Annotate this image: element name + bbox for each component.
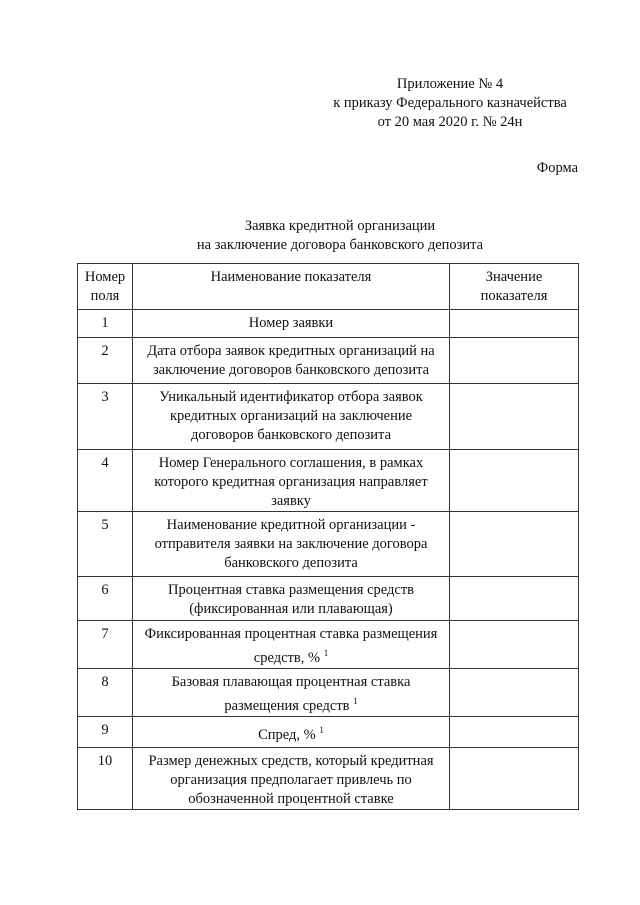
indicator-text: Базовая плавающая процентная ставка [171,673,411,690]
indicator-value-cell[interactable] [450,450,579,512]
header-text: Наименование показателя [210,269,372,285]
indicator-text: размещения средств [224,697,350,714]
indicator-text: Наименование кредитной организации - [166,517,416,533]
table-row [78,621,579,669]
document-title [0,217,640,255]
indicator-text: кредитных организаций на заключение [169,408,413,424]
application-table [77,263,579,810]
indicator-text: Размер денежных средств, который кредитная [148,752,434,769]
indicator-text: обозначенной процентной ставке [188,790,394,807]
table-row [78,577,579,621]
indicator-value-cell[interactable] [450,668,579,716]
indicator-line [137,473,445,492]
indicator-text: организация предполагает привлечь по [170,771,412,788]
indicator-line [137,581,445,600]
indicator-text: Номер заявки [248,315,334,331]
form-label: Форма [536,160,578,176]
indicator-line [137,361,445,380]
indicator-line [137,388,445,407]
indicator-line [137,516,445,535]
indicator-name [133,716,450,747]
indicator-value-cell[interactable] [450,716,579,747]
indicator-text: средств, % [253,649,321,666]
indicator-line [137,492,445,511]
title-line: на заключение договора банковского депозита [196,237,484,253]
field-number: 4 [78,450,133,512]
indicator-name [133,668,450,716]
field-number: 7 [78,621,133,669]
indicator-text: заключение договоров банковского депозита [152,362,430,378]
appendix-order: к приказу Федерального казначейства [333,95,567,111]
indicator-name [133,338,450,384]
table-row [78,668,579,716]
header-text: Номер [84,269,126,285]
header-text: показателя [480,288,548,304]
indicator-text: Спред, % [258,726,316,743]
indicator-text: банковского депозита [224,555,358,571]
table-row [78,747,579,809]
field-number: 3 [78,384,133,450]
indicator-line [137,407,445,426]
col-header-number [78,264,133,310]
indicator-line [137,771,445,790]
col-header-value [450,264,579,310]
indicator-line [137,535,445,554]
field-number: 8 [78,668,133,716]
indicator-value-cell[interactable] [450,338,579,384]
indicator-line [137,721,445,745]
table-row [78,384,579,450]
indicator-value-cell[interactable] [450,512,579,577]
appendix-date: от 20 мая 2020 г. № 24н [377,114,523,130]
field-number: 6 [78,577,133,621]
field-number: 9 [78,716,133,747]
table-row [78,338,579,384]
indicator-text: заявку [271,493,311,509]
table-row [78,512,579,577]
footnote-mark: 1 [323,648,329,658]
indicator-value-cell[interactable] [450,621,579,669]
indicator-line [137,342,445,361]
indicator-value-cell[interactable] [450,310,579,338]
indicator-text: которого кредитная организация направляет [154,474,428,490]
header-text: поля [90,288,120,304]
indicator-name [133,621,450,669]
col-header-name [133,264,450,310]
indicator-name [133,747,450,809]
indicator-text: Уникальный идентификатор отбора заявок [159,389,423,405]
indicator-line [137,426,445,445]
indicator-text: Фиксированная процентная ставка размещения [144,626,438,642]
indicator-text: Номер Генерального соглашения, в рамках [158,455,424,471]
indicator-value-cell[interactable] [450,577,579,621]
field-number: 10 [78,747,133,809]
indicator-name [133,450,450,512]
indicator-text: (фиксированная или плавающая) [189,601,393,617]
footnote-mark: 1 [319,724,324,735]
indicator-line [137,644,445,668]
table-row [78,450,579,512]
table-row [78,310,579,338]
indicator-line [137,752,445,771]
indicator-text: Дата отбора заявок кредитных организаций на [147,343,435,359]
indicator-name [133,577,450,621]
indicator-text: отправителя заявки на заключение договора [154,536,428,552]
indicator-text: Процентная ставка размещения средств [167,582,415,598]
indicator-name [133,310,450,338]
indicator-value-cell[interactable] [450,747,579,809]
indicator-line [137,790,445,809]
indicator-line [137,454,445,473]
header-text: Значение [485,269,543,285]
table-header-row [78,264,579,310]
appendix-number: Приложение № 4 [396,76,504,92]
indicator-value-cell[interactable] [450,384,579,450]
indicator-line [137,692,445,716]
indicator-line [137,314,445,333]
field-number: 2 [78,338,133,384]
indicator-name [133,512,450,577]
indicator-line [137,673,445,692]
footnote-mark: 1 [353,695,358,706]
indicator-text: договоров банковского депозита [190,427,392,443]
indicator-line [137,554,445,573]
indicator-name [133,384,450,450]
field-number: 1 [78,310,133,338]
title-line: Заявка кредитной организации [244,218,436,234]
table-row [78,716,579,747]
indicator-line [137,600,445,619]
field-number: 5 [78,512,133,577]
indicator-line [137,625,445,644]
